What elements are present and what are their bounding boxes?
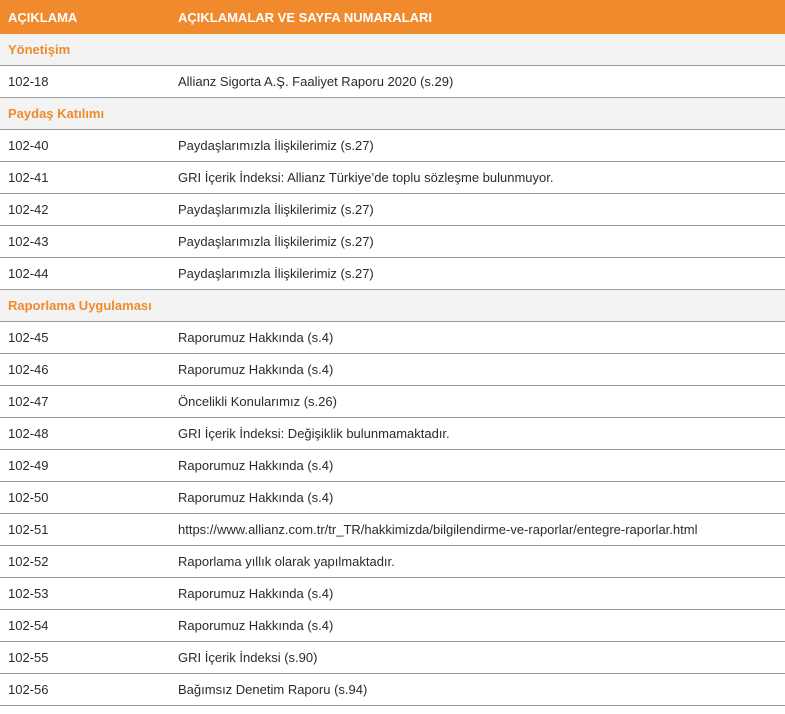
table-row <box>0 322 785 354</box>
disclosure-code: 102-43 <box>8 234 49 249</box>
table-row <box>0 610 785 642</box>
disclosure-code: 102-44 <box>8 266 49 281</box>
section-title: Yönetişim <box>0 34 785 66</box>
table-row <box>0 482 785 514</box>
disclosure-description: Raporumuz Hakkında (s.4) <box>178 330 334 345</box>
disclosure-code: 102-51 <box>8 522 49 537</box>
disclosure-code: 102-47 <box>8 394 49 409</box>
disclosure-description: GRI İçerik İndeksi: Allianz Türkiye’de toplu sözleşme bulunmuyor. <box>178 170 554 185</box>
disclosure-description: GRI İçerik İndeksi: Değişiklik bulunmamaktadır. <box>178 426 450 441</box>
disclosure-description: Raporumuz Hakkında (s.4) <box>178 362 334 377</box>
disclosure-code: 102-45 <box>8 330 49 345</box>
table-row <box>0 674 785 706</box>
disclosure-code: 102-18 <box>8 74 49 89</box>
disclosure-code: 102-42 <box>8 202 49 217</box>
disclosure-description: Allianz Sigorta A.Ş. Faaliyet Raporu 2020 (s.29) <box>178 74 454 89</box>
table-row <box>0 162 785 194</box>
disclosure-description: Paydaşlarımızla İlişkilerimiz (s.27) <box>178 234 374 249</box>
disclosure-code: 102-49 <box>8 458 49 473</box>
disclosure-description: Raporumuz Hakkında (s.4) <box>178 458 334 473</box>
disclosure-description: Paydaşlarımızla İlişkilerimiz (s.27) <box>178 266 374 281</box>
disclosure-description: https://www.allianz.com.tr/tr_TR/hakkimizda/bilgilendirme-ve-raporlar/entegre-raporlar.html <box>178 522 698 537</box>
disclosure-description: Raporumuz Hakkında (s.4) <box>178 618 334 633</box>
disclosure-code: 102-53 <box>8 586 49 601</box>
disclosure-code: 102-41 <box>8 170 49 185</box>
table-row <box>0 546 785 578</box>
table-row <box>0 514 785 546</box>
disclosure-description: Raporumuz Hakkında (s.4) <box>178 490 334 505</box>
table-row <box>0 258 785 290</box>
table-row <box>0 642 785 674</box>
table-row <box>0 226 785 258</box>
table-row <box>0 386 785 418</box>
disclosure-code: 102-46 <box>8 362 49 377</box>
table-header <box>0 0 785 34</box>
table-row <box>0 450 785 482</box>
table-body <box>0 34 785 706</box>
table-row <box>0 354 785 386</box>
table-row <box>0 194 785 226</box>
disclosure-description: Paydaşlarımızla İlişkilerimiz (s.27) <box>178 202 374 217</box>
disclosure-code: 102-55 <box>8 650 49 665</box>
disclosure-description: Raporlama yıllık olarak yapılmaktadır. <box>178 554 395 569</box>
disclosure-code: 102-50 <box>8 490 49 505</box>
table-row <box>0 418 785 450</box>
disclosure-code: 102-40 <box>8 138 49 153</box>
disclosure-description: Paydaşlarımızla İlişkilerimiz (s.27) <box>178 138 374 153</box>
header-disclosure: AÇIKLAMA <box>8 9 78 25</box>
disclosure-code: 102-48 <box>8 426 49 441</box>
table-row <box>0 578 785 610</box>
disclosure-code: 102-52 <box>8 554 49 569</box>
disclosure-description: Raporumuz Hakkında (s.4) <box>178 586 334 601</box>
section-title: Paydaş Katılımı <box>0 98 785 130</box>
disclosure-code: 102-54 <box>8 618 49 633</box>
table-row <box>0 130 785 162</box>
header-descriptions: AÇIKLAMALAR VE SAYFA NUMARALARI <box>178 9 432 25</box>
disclosure-code: 102-56 <box>8 682 49 697</box>
table-row <box>0 66 785 98</box>
disclosure-description: GRI İçerik İndeksi (s.90) <box>178 650 318 665</box>
section-title: Raporlama Uygulaması <box>0 290 785 322</box>
disclosure-description: Bağımsız Denetim Raporu (s.94) <box>178 682 368 697</box>
disclosure-description: Öncelikli Konularımız (s.26) <box>178 394 337 409</box>
